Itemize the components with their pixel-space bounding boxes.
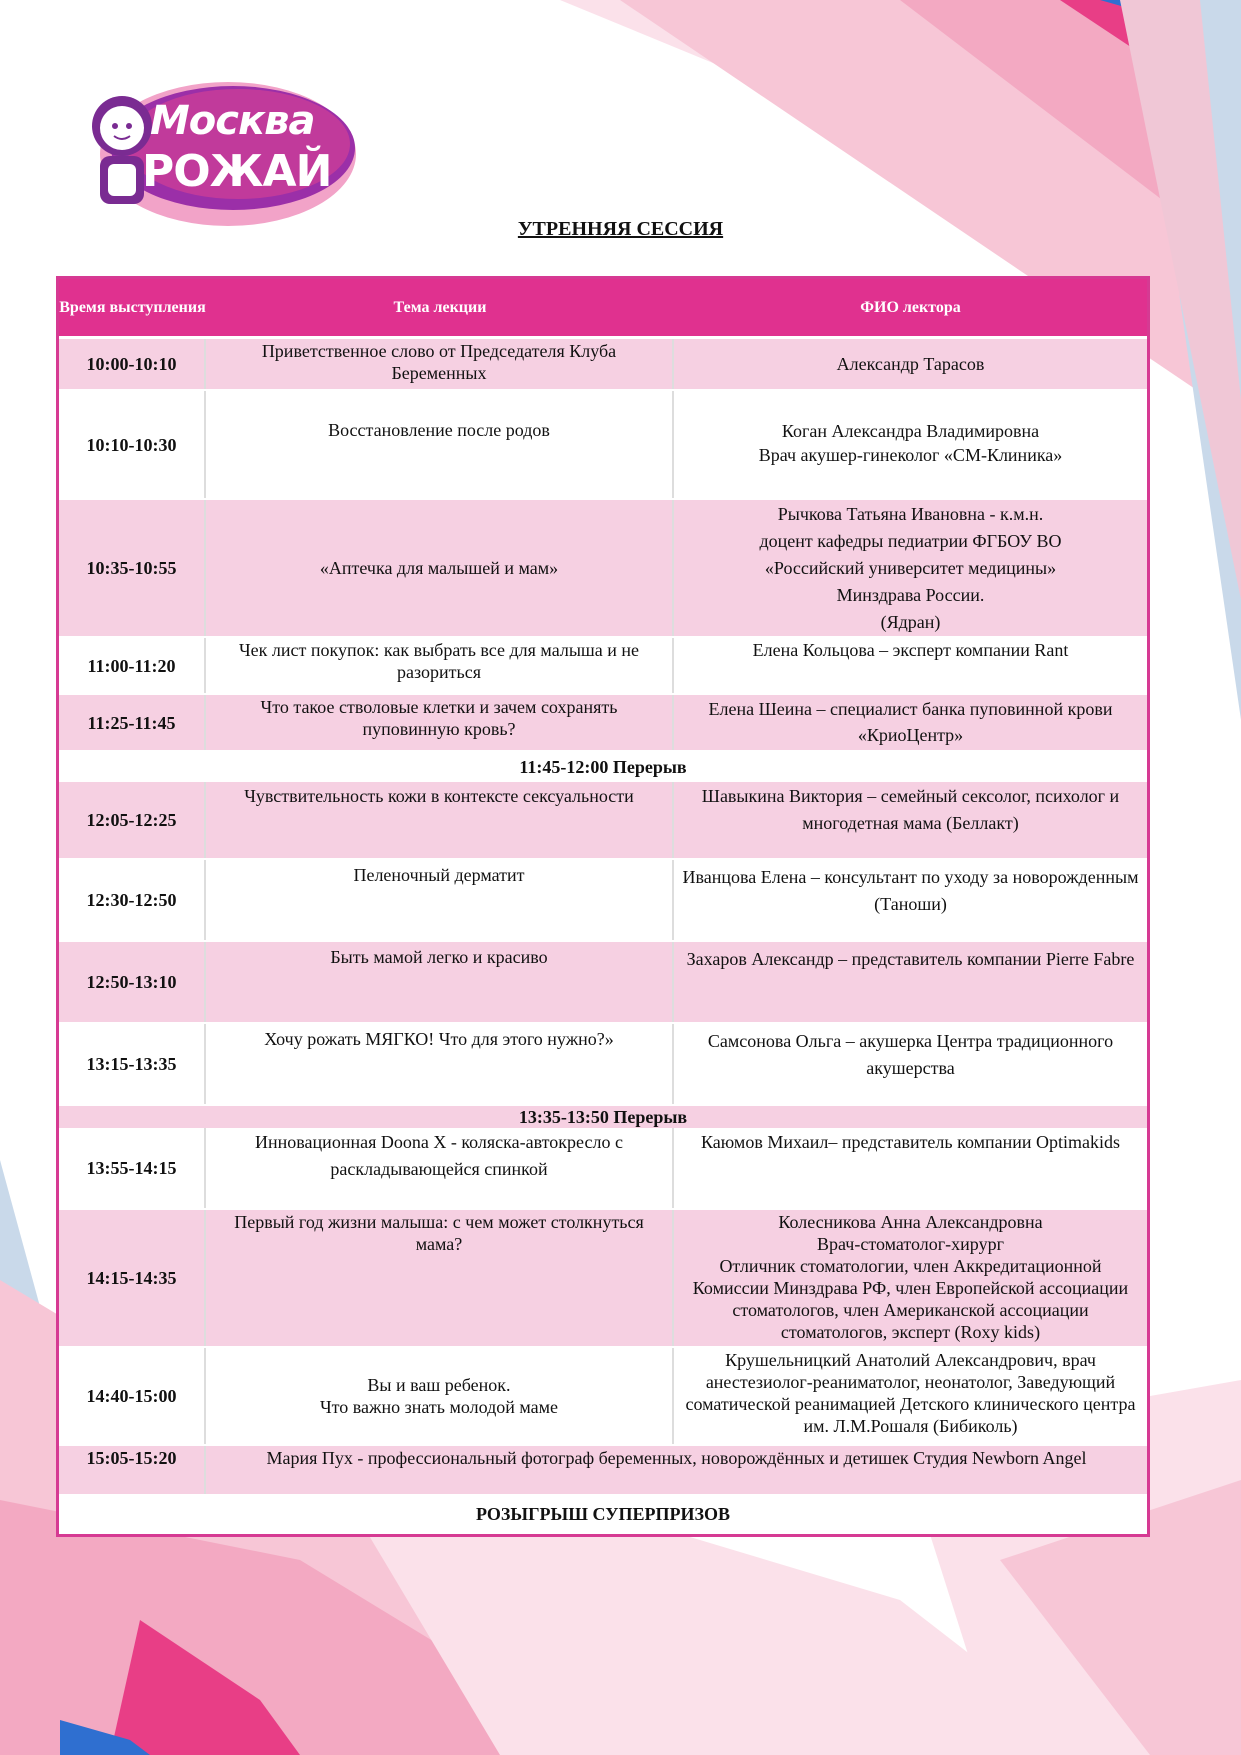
row-topic: Чувствительность кожи в контексте сексуальности xyxy=(206,782,674,858)
row-topic: Что такое стволовые клетки и зачем сохранять пуповинную кровь? xyxy=(206,695,674,750)
row-topic: Мария Пух - профессиональный фотограф беременных, новорождённых и детишек Студия Newborn Angel xyxy=(266,1448,1087,1468)
row-topic: Первый год жизни малыша: с чем может столкнуться мама? xyxy=(206,1210,674,1346)
table-row xyxy=(59,1128,1147,1210)
logo-title-line2: РОЖАЙ xyxy=(142,146,332,197)
table-row xyxy=(59,1348,1147,1446)
row-topic: «Аптечка для малышей и мам» xyxy=(206,500,674,636)
row-topic: Пеленочный дерматит xyxy=(206,860,674,940)
table-row xyxy=(59,782,1147,860)
session-title: УТРЕННЯЯ СЕССИЯ xyxy=(517,218,724,240)
row-time: 10:35-10:55 xyxy=(59,500,206,636)
row-speaker: Колесникова Анна Александровна Врач-стоматолог-хирург Отличник стоматологии, член Аккредитационной Комиссии Минздрава РФ, член Европейской ассоциации стоматологов, член Американской ассоциации стоматологов, эксперт (Roxy kids) xyxy=(692,1212,1129,1342)
row-topic: Быть мамой легко и красиво xyxy=(206,942,674,1022)
row-time: 11:00-11:20 xyxy=(59,638,206,693)
row-time: 13:55-14:15 xyxy=(59,1128,206,1208)
row-speaker: Александр Тарасов xyxy=(836,354,985,374)
row-speaker: Иванцова Елена – консультант по уходу за новорожденным (Таноши) xyxy=(682,867,1139,914)
row-topic: Приветственное слово от Председателя Клуба Беременных xyxy=(206,339,674,389)
row-speaker: Елена Шеина – специалист банка пуповинной крови «КриоЦентр» xyxy=(708,699,1113,745)
header-speaker: ФИО лектора xyxy=(860,298,961,316)
row-speaker: Каюмов Михаил– представитель компании Optimakids xyxy=(700,1132,1121,1152)
table-row xyxy=(59,391,1147,500)
row-topic: Вы и ваш ребенок. Что важно знать молодой маме xyxy=(206,1348,674,1444)
row-time: 12:50-13:10 xyxy=(59,942,206,1022)
row-speaker: Захаров Александр – представитель компании Pierre Fabre xyxy=(686,949,1135,969)
row-topic: Восстановление после родов xyxy=(206,391,674,498)
row-speaker: Елена Кольцова – эксперт компании Rant xyxy=(752,640,1069,660)
row-speaker: Коган Александра Владимировна Врач акушер-гинеколог «СМ-Клиника» xyxy=(758,421,1063,465)
header-topic: Тема лекции xyxy=(393,298,487,316)
row-time: 10:10-10:30 xyxy=(59,391,206,498)
row-speaker: Крушельницкий Анатолий Александрович, врач анестезиолог-реаниматолог, неонатолог, Заведующий соматической реанимацией Детского клинического центра им. Л.М.Рошаля (Бибиколь) xyxy=(685,1350,1136,1436)
row-speaker: Самсонова Ольга – акушерка Центра традиционного акушерства xyxy=(707,1031,1114,1078)
table-row xyxy=(59,1024,1147,1106)
table-header xyxy=(59,279,1147,336)
row-speaker: Рычкова Татьяна Ивановна - к.м.н. доцент кафедры педиатрии ФГБОУ ВО «Российский университет медицины» Минздрава России. (Ядран) xyxy=(759,504,1062,632)
final-row: РОЗЫГРЫШ СУПЕРПРИЗОВ xyxy=(59,1496,1147,1534)
row-time: 14:40-15:00 xyxy=(59,1348,206,1444)
table-row xyxy=(59,1210,1147,1348)
row-topic: Хочу рожать МЯГКО! Что для этого нужно?» xyxy=(206,1024,674,1104)
row-time: 14:15-14:35 xyxy=(59,1210,206,1346)
schedule-table xyxy=(56,276,1150,1537)
row-time: 10:00-10:10 xyxy=(59,339,206,389)
row-time: 13:15-13:35 xyxy=(59,1024,206,1104)
table-row xyxy=(59,339,1147,391)
row-time: 15:05-15:20 xyxy=(59,1446,206,1494)
logo-title-line1: Москва xyxy=(150,98,315,144)
table-row xyxy=(59,860,1147,942)
row-topic: Инновационная Doona X - коляска-автокресло с раскладывающейся спинкой xyxy=(206,1128,674,1208)
row-time: 11:25-11:45 xyxy=(59,695,206,750)
table-row xyxy=(59,1446,1147,1496)
logo xyxy=(88,78,358,230)
break-row: 11:45-12:00 Перерыв xyxy=(59,752,1147,782)
table-row xyxy=(59,638,1147,695)
row-speaker: Шавыкина Виктория – семейный сексолог, психолог и многодетная мама (Беллакт) xyxy=(701,786,1120,833)
table-row xyxy=(59,500,1147,638)
row-time: 12:05-12:25 xyxy=(59,782,206,858)
break-row: 13:35-13:50 Перерыв xyxy=(59,1106,1147,1128)
row-time: 12:30-12:50 xyxy=(59,860,206,940)
table-row xyxy=(59,695,1147,752)
header-time: Время выступления xyxy=(59,298,206,316)
table-row xyxy=(59,942,1147,1024)
row-topic: Чек лист покупок: как выбрать все для малыша и не разориться xyxy=(206,638,674,693)
